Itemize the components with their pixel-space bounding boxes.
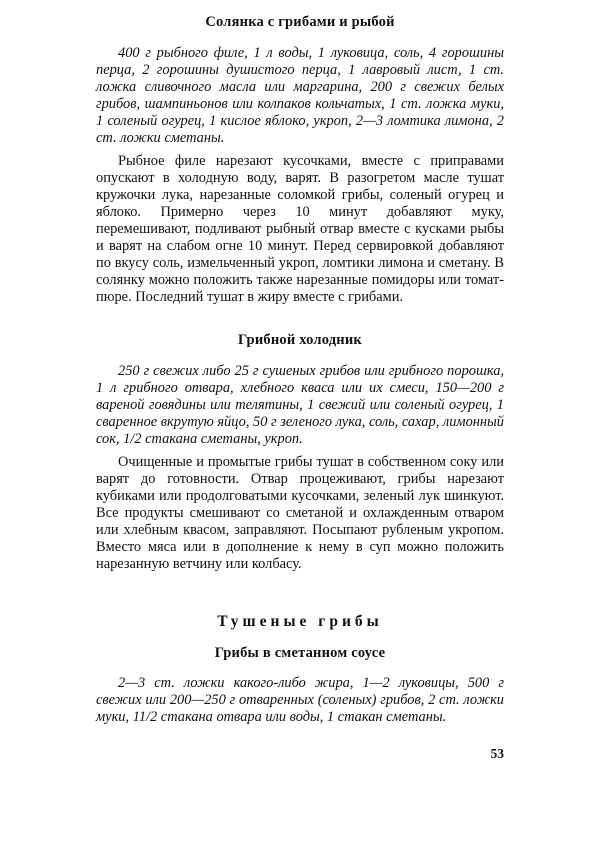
recipe-title-solyanka: Солянка с грибами и рыбой [205, 14, 395, 30]
recipe-title-kholodnik: Грибной холодник [238, 332, 362, 348]
recipe-ingredients-kholodnik: 250 г свежих либо 25 г сушеных грибов или грибного порошка, 1 л грибного отвара, хлебного кваса или их смеси, 150—200 г вареной говядины или телятины, 1 свежий или соленый огурец, 1 сваренное вкрутую яйцо, 50 г зеленого лука, соль, сахар, лимонный сок, 1/2 стакана сметаны, укроп. [96, 363, 504, 447]
recipe-title-smetana: Грибы в сметанном соусе [214, 645, 386, 661]
recipe-ingredients-smetana: 2—3 ст. ложки какого-либо жира, 1—2 луковицы, 500 г свежих или 200—250 г отваренных (соленых) грибов, 2 ст. ложки муки, 11/2 стакана отвара или воды, 1 стакан сметаны. [96, 675, 504, 725]
chapter-title: Тушеные грибы [217, 613, 383, 630]
recipe-method-solyanka: Рыбное филе нарезают кусочками, вместе с приправами опускают в холодную воду, варят. В разогретом масле тушат кружочки лука, нарезанные соломкой грибы, соленый огурец и яблоко. Примерно через 10 минут добавляют муку, перемешивают, подливают рыбный отвар вместе с кусками рыбы и варят на слабом огне 10 минут. Перед сервировкой добавляют по вкусу соль, измельченный укроп, ломтики лимона и сметану. В солянку можно положить также нарезанные помидоры или томат-пюре. Последний тушат в жиру вместе с грибами. [96, 153, 504, 305]
page-number: 53 [490, 746, 504, 761]
page-body [96, 14, 504, 732]
recipe-ingredients-solyanka: 400 г рыбного филе, 1 л воды, 1 луковица, соль, 4 горошины перца, 2 горошины душистого перца, 1 лавровый лист, 1 ст. ложка сливочного масла или маргарина, 200 г свежих белых грибов, шампиньонов или колпаков кольчатых, 1 ст. ложка муки, 1 соленый огурец, 1 кислое яблоко, укроп, 2—3 ломтика лимона, 2 ст. ложки сметаны. [96, 45, 504, 146]
recipe-method-kholodnik: Очищенные и промытые грибы тушат в собственном соку или варят до готовности. Отвар процеживают, грибы нарезают кубиками или продолговатыми кусочками, зеленый лук шинкуют. Все продукты смешивают со сметаной и охлажденным отваром или хлебным квасом, заправляют. Посыпают рубленым укропом. Вместо мяса или в дополнение к нему в суп можно положить нарезанную ветчину или колбасу. [96, 454, 504, 572]
